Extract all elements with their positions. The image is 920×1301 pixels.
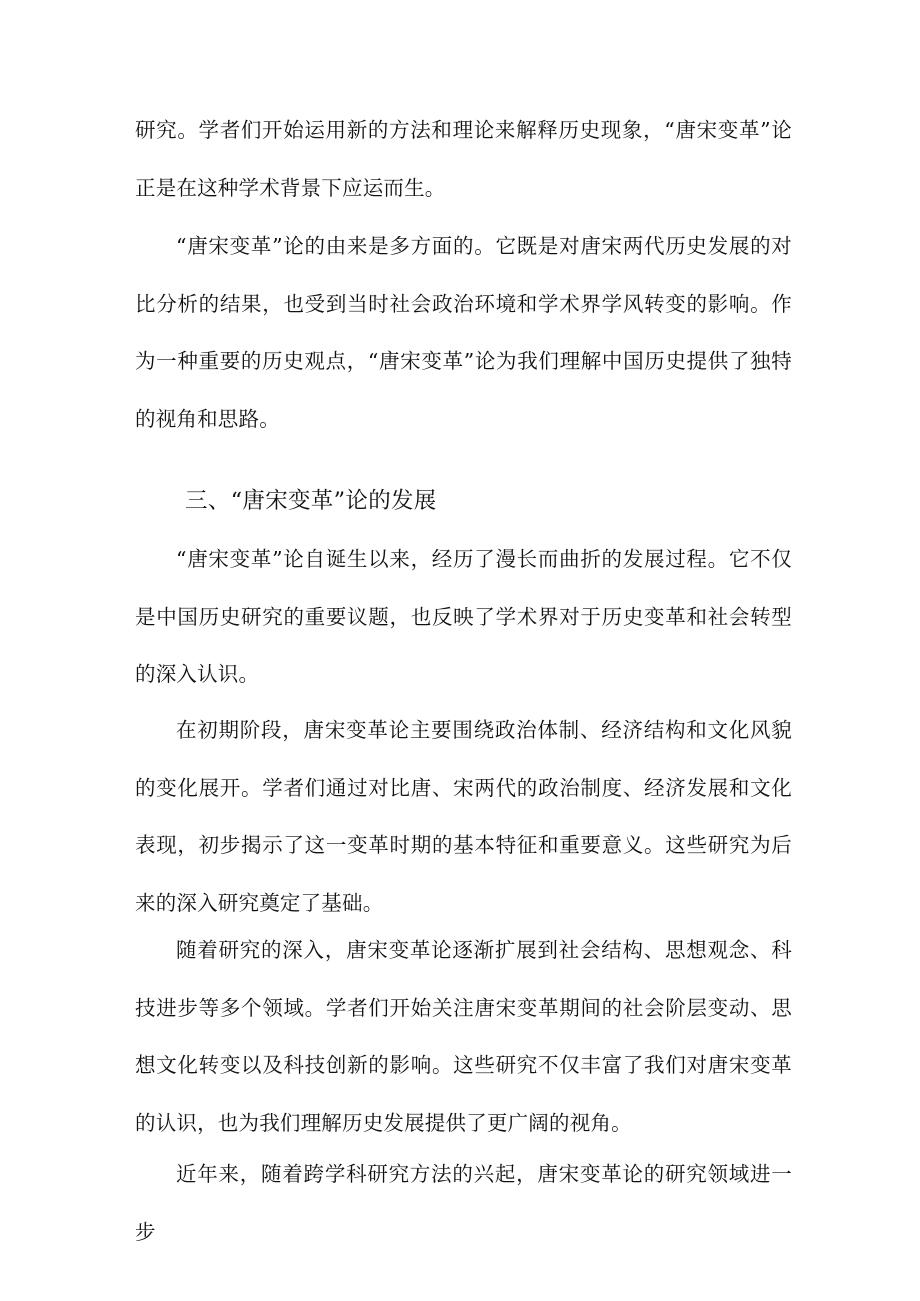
section-heading: 三、“唐宋变革”论的发展	[185, 488, 437, 514]
paragraph-continuation: 研究。学者们开始运用新的方法和理论来解释历史现象，“唐宋变革”论正是在这种学术背景下应运而生。	[135, 118, 792, 200]
paragraph-recent-years: 近年来，随着跨学科研究方法的兴起，唐宋变革论的研究领域进一步	[135, 1162, 792, 1244]
paragraph-early-stage: 在初期阶段，唐宋变革论主要围绕政治体制、经济结构和文化风貌的变化展开。学者们通过对比唐、宋两代的政治制度、经济发展和文化表现，初步揭示了这一变革时期的基本特征和重要意义。这些研究为后来的深入研究奠定了基础。	[135, 718, 792, 915]
paragraph-origin: “唐宋变革”论的由来是多方面的。它既是对唐宋两代历史发展的对比分析的结果，也受到当时社会政治环境和学术界学风转变的影响。作为一种重要的历史观点，“唐宋变革”论为我们理解中国历史提供了独特的视角和思路。	[135, 234, 792, 431]
paragraph-deepening: 随着研究的深入，唐宋变革论逐渐扩展到社会结构、思想观念、科技进步等多个领域。学者们开始关注唐宋变革期间的社会阶层变动、思想文化转变以及科技创新的影响。这些研究不仅丰富了我们对唐宋变革的认识，也为我们理解历史发展提供了更广阔的视角。	[135, 938, 792, 1135]
paragraph-development-intro: “唐宋变革”论自诞生以来，经历了漫长而曲折的发展过程。它不仅是中国历史研究的重要议题，也反映了学术界对于历史变革和社会转型的深入认识。	[135, 547, 792, 686]
